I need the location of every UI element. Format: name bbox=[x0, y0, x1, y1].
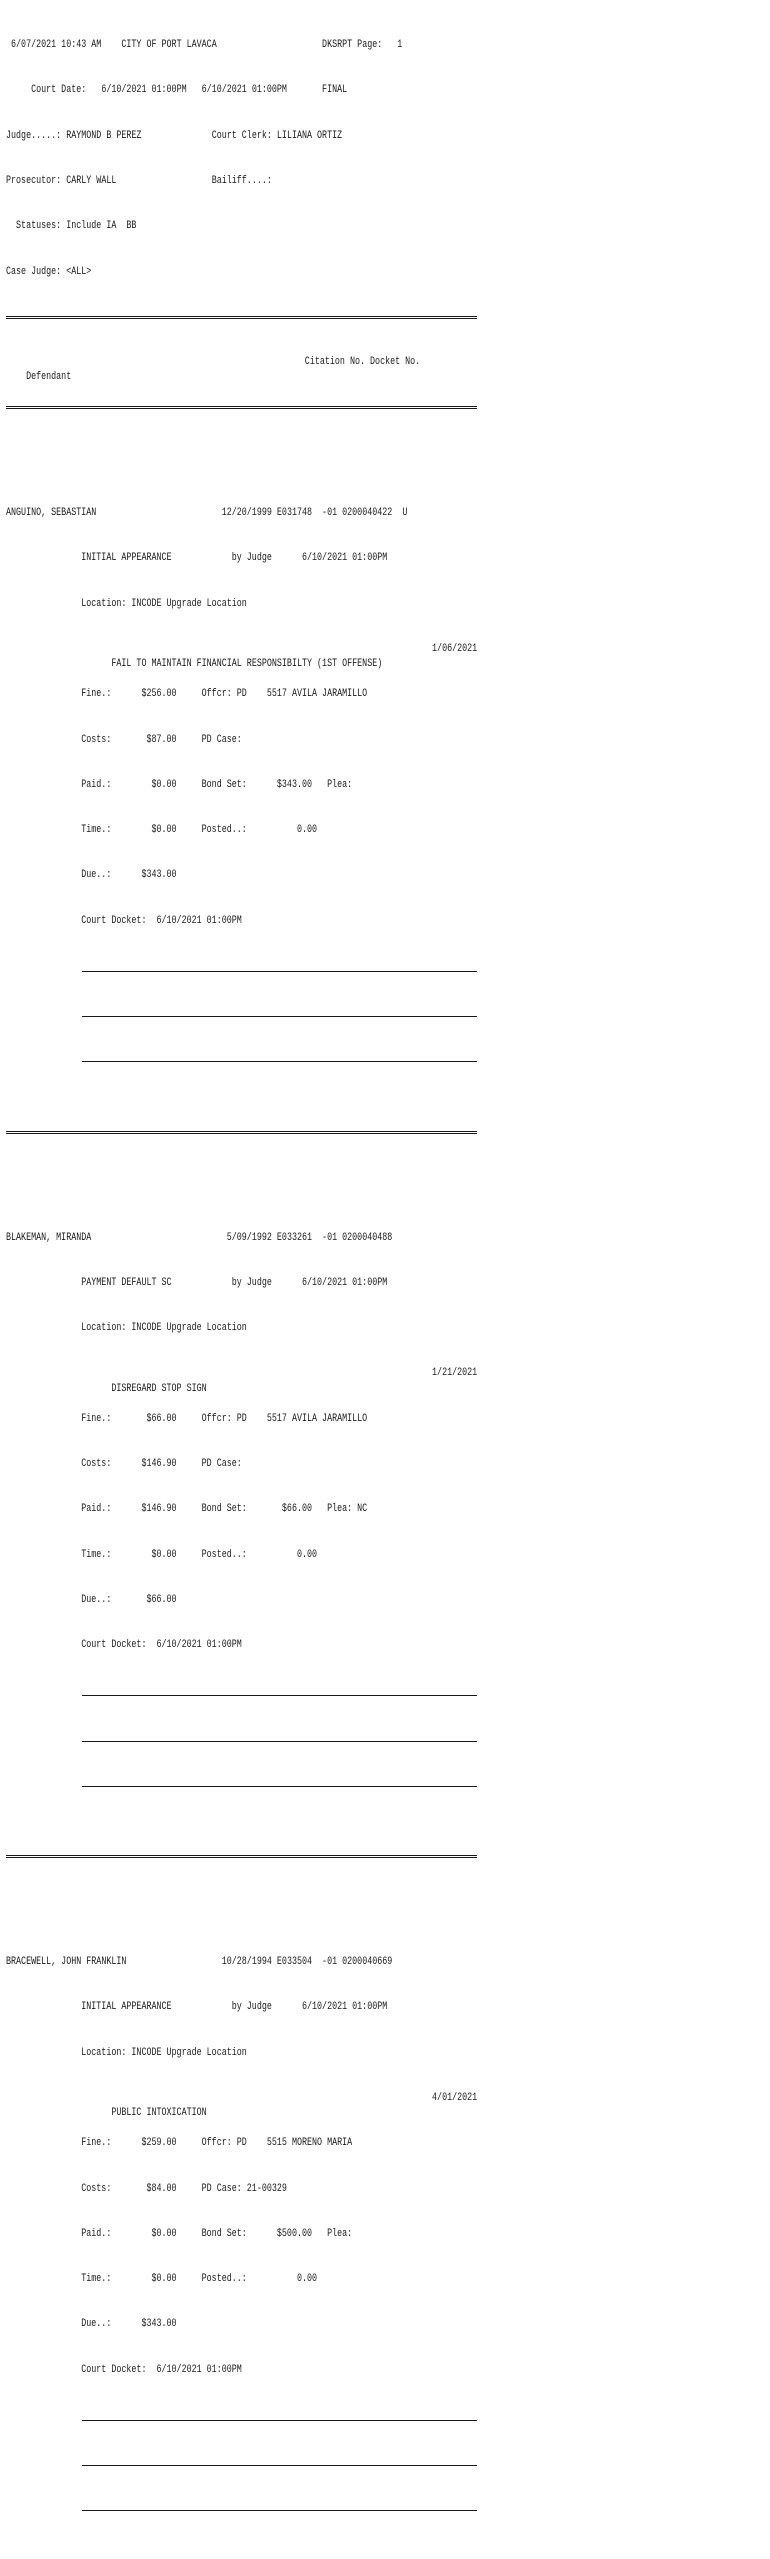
case-entry bbox=[6, 1200, 478, 1819]
case-paid: Paid.: $146.90 Bond Set: $66.00 Plea: NC bbox=[81, 1503, 368, 1516]
case-fine: Fine.: $256.00 Offcr: PD 5517 AVILA JARAMILLO bbox=[81, 688, 368, 701]
case-charge: DISREGARD STOP SIGN bbox=[111, 1382, 207, 1395]
case-due: Due..: $66.00 bbox=[81, 1593, 177, 1606]
case-costs: Costs: $84.00 PD Case: 21-00329 bbox=[81, 2182, 287, 2195]
case-court-docket: Court Docket: 6/10/2021 01:00PM bbox=[81, 914, 242, 927]
case-name-line: BLAKEMAN, MIRANDA 5/09/1992 E033261 -01 0200040488 bbox=[6, 1231, 393, 1244]
case-time: Time.: $0.00 Posted..: 0.00 bbox=[81, 824, 318, 837]
signature-line bbox=[6, 2453, 363, 2468]
signature-line bbox=[6, 959, 363, 974]
case-paid: Paid.: $0.00 Bond Set: $343.00 Plea: bbox=[81, 778, 353, 791]
case-charge-row bbox=[6, 1366, 478, 1395]
case-costs: Costs: $87.00 PD Case: bbox=[81, 733, 242, 746]
case-court-docket: Court Docket: 6/10/2021 01:00PM bbox=[81, 1639, 242, 1652]
signature-line bbox=[6, 1049, 363, 1064]
case-type-line: INITIAL APPEARANCE by Judge 6/10/2021 01:00PM bbox=[81, 552, 388, 565]
case-location: Location: INCODE Upgrade Location bbox=[81, 1322, 247, 1335]
case-paid: Paid.: $0.00 Bond Set: $500.00 Plea: bbox=[81, 2227, 353, 2240]
separator bbox=[6, 1125, 363, 1140]
case-charge: FAIL TO MAINTAIN FINANCIAL RESPONSIBILTY (1ST OFFENSE) bbox=[111, 658, 383, 671]
header-line-6: Case Judge: <ALL> bbox=[6, 265, 92, 278]
column-defendant: Defendant bbox=[26, 371, 72, 384]
case-charge: PUBLIC INTOXICATION bbox=[111, 2107, 207, 2120]
case-name-line: ANGUINO, SEBASTIAN 12/20/1999 E031748 -01 0200040422 U bbox=[6, 507, 408, 520]
header-line-3: Judge.....: RAYMOND B PEREZ Court Clerk: LILIANA ORTIZ bbox=[6, 129, 343, 142]
header-line-5: Statuses: Include IA BB bbox=[6, 220, 137, 233]
signature-line bbox=[6, 1683, 363, 1698]
separator bbox=[6, 310, 363, 325]
case-charge-row bbox=[6, 2091, 478, 2120]
signature-line bbox=[6, 1004, 363, 1019]
case-time: Time.: $0.00 Posted..: 0.00 bbox=[81, 1548, 318, 1561]
case-location: Location: INCODE Upgrade Location bbox=[81, 2046, 247, 2059]
case-charge-date: 1/06/2021 bbox=[432, 642, 478, 655]
case-type-line: PAYMENT DEFAULT SC by Judge 6/10/2021 01:00PM bbox=[81, 1276, 388, 1289]
case-charge-date: 1/21/2021 bbox=[432, 1367, 478, 1380]
column-headers bbox=[6, 355, 421, 384]
header-line-1: 6/07/2021 10:43 AM CITY OF PORT LAVACA DKSRPT Page: 1 bbox=[6, 39, 403, 52]
case-charge-row bbox=[6, 642, 478, 671]
case-fine: Fine.: $259.00 Offcr: PD 5515 MORENO MARIA bbox=[81, 2137, 353, 2150]
case-due: Due..: $343.00 bbox=[81, 869, 177, 882]
docket-report bbox=[6, 8, 478, 2559]
case-type-line: INITIAL APPEARANCE by Judge 6/10/2021 01:00PM bbox=[81, 2001, 388, 2014]
case-due: Due..: $343.00 bbox=[81, 2318, 177, 2331]
signature-line bbox=[6, 2408, 363, 2423]
case-court-docket: Court Docket: 6/10/2021 01:00PM bbox=[81, 2363, 242, 2376]
signature-line bbox=[6, 1729, 363, 1744]
case-entry bbox=[6, 1925, 478, 2544]
header-line-4: Prosecutor: CARLY WALL Bailiff....: bbox=[6, 175, 272, 188]
case-location: Location: INCODE Upgrade Location bbox=[81, 597, 247, 610]
case-name-line: BRACEWELL, JOHN FRANKLIN 10/28/1994 E033504 -01 0200040669 bbox=[6, 1956, 393, 1969]
case-costs: Costs: $146.90 PD Case: bbox=[81, 1458, 242, 1470]
separator bbox=[6, 400, 363, 415]
signature-line bbox=[6, 2498, 363, 2513]
column-citation-docket: Citation No. Docket No. bbox=[304, 356, 421, 369]
header-line-2: Court Date: 6/10/2021 01:00PM 6/10/2021 01:00PM FINAL bbox=[6, 84, 348, 97]
case-time: Time.: $0.00 Posted..: 0.00 bbox=[81, 2273, 318, 2286]
case-fine: Fine.: $66.00 Offcr: PD 5517 AVILA JARAMILLO bbox=[81, 1412, 368, 1425]
case-charge-date: 4/01/2021 bbox=[432, 2091, 478, 2104]
signature-line bbox=[6, 1774, 363, 1789]
case-entry bbox=[6, 476, 478, 1095]
separator bbox=[6, 1849, 363, 1864]
